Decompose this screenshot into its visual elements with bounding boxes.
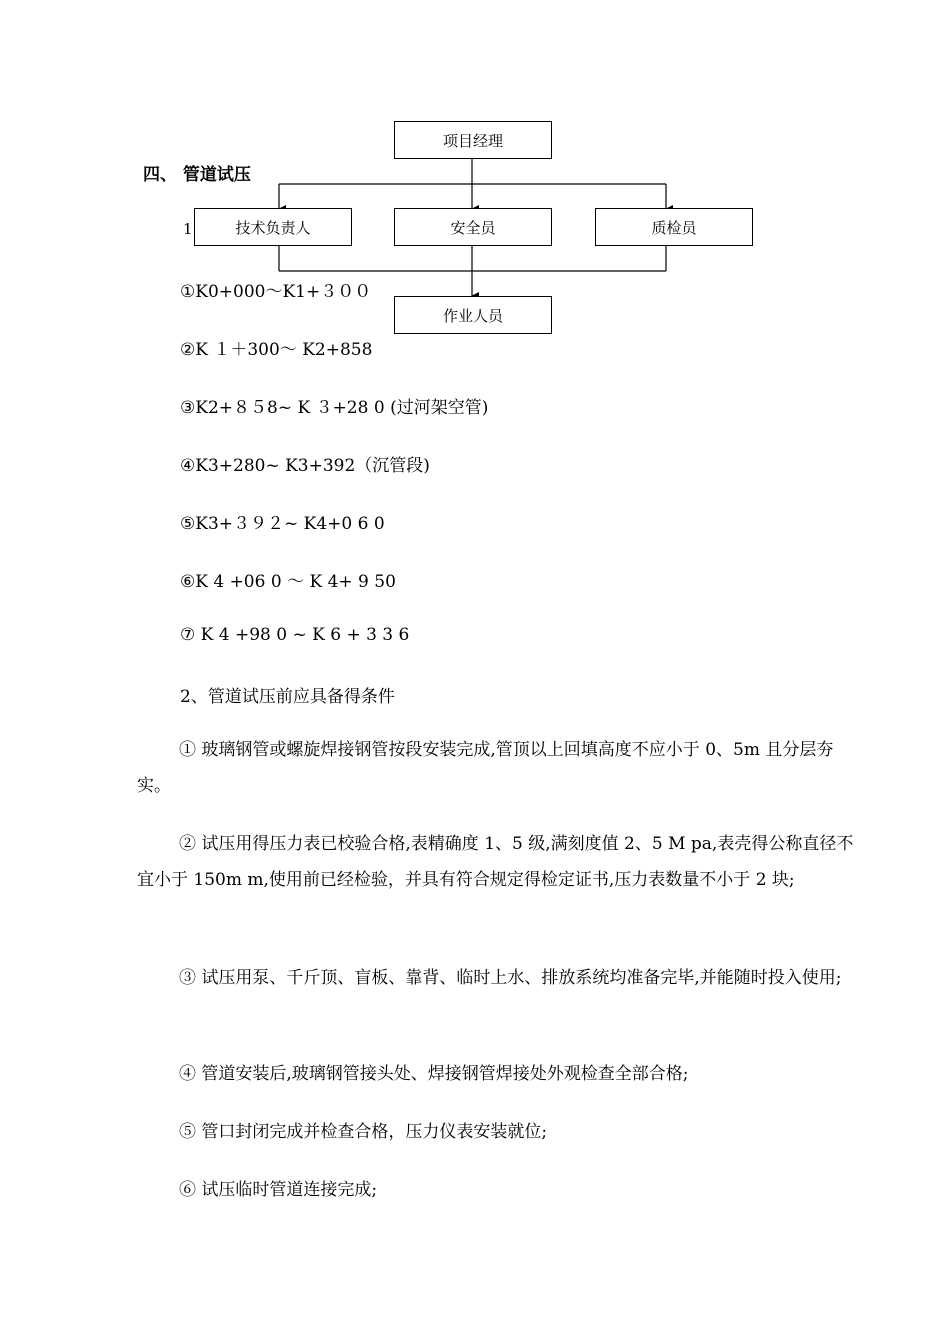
segment-item: ⑤K3+３９２~ K4+0 6 0 [180, 514, 385, 534]
segment-item: ⑦ K 4 +98 0 ~ K 6 + 3 3 6 [180, 625, 410, 645]
segment-item: ③K2+８５8~ K ３+28 0 (过河架空管) [180, 398, 489, 418]
condition-paragraph: ⑤ 管口封闭完成并检查合格，压力仪表安装就位; [179, 1122, 548, 1142]
condition-paragraph: ④ 管道安装后,玻璃钢管接头处、焊接钢管焊接处外观检查全部合格; [179, 1064, 689, 1084]
org-box-safety-officer [394, 208, 552, 246]
org-box-label: 项目经理 [442, 131, 503, 150]
condition-paragraph: ① 玻璃钢管或螺旋焊接钢管按段安装完成,管顶以上回填高度不应小于 0、5m 且分层夯实。 [137, 740, 834, 796]
section-title: 四、 管道试压 [143, 165, 251, 185]
org-box-label: 作业人员 [442, 306, 503, 325]
segment-item: ④K3+280~ K3+392（沉管段) [180, 456, 430, 476]
segment-item: ①K0+000～K1+３００ [180, 282, 372, 302]
org-box-label: 质检员 [651, 218, 697, 237]
conditions-heading: 2、管道试压前应具备得条件 [180, 687, 395, 707]
org-box-technical-lead [194, 208, 352, 246]
org-box-project-manager [394, 121, 552, 159]
condition-paragraph: ③ 试压用泵、千斤顶、盲板、靠背、临时上水、排放系统均准备完毕,并能随时投入使用; [179, 968, 842, 988]
condition-paragraph: ⑥ 试压临时管道连接完成; [179, 1180, 378, 1200]
segment-item: ②K １＋300～ K2+858 [180, 340, 373, 360]
org-chart-connectors [0, 0, 950, 400]
org-box-label: 技术负责人 [235, 218, 311, 237]
condition-paragraph: ② 试压用得压力表已校验合格,表精确度 1、5 级,满刻度值 2、5 M pa,表壳得公称直径不宜小于 150m m,使用前已经检验，并具有符合规定得检定证书,压力表数量不小于 2 块; [137, 834, 854, 890]
segment-item: ⑥K 4 +06 0 ～ K 4+ 9 50 [180, 572, 396, 592]
org-box-label: 安全员 [450, 218, 496, 237]
org-box-workers [394, 296, 552, 334]
org-box-quality-inspector [595, 208, 753, 246]
stray-mark: 1 [183, 220, 193, 238]
